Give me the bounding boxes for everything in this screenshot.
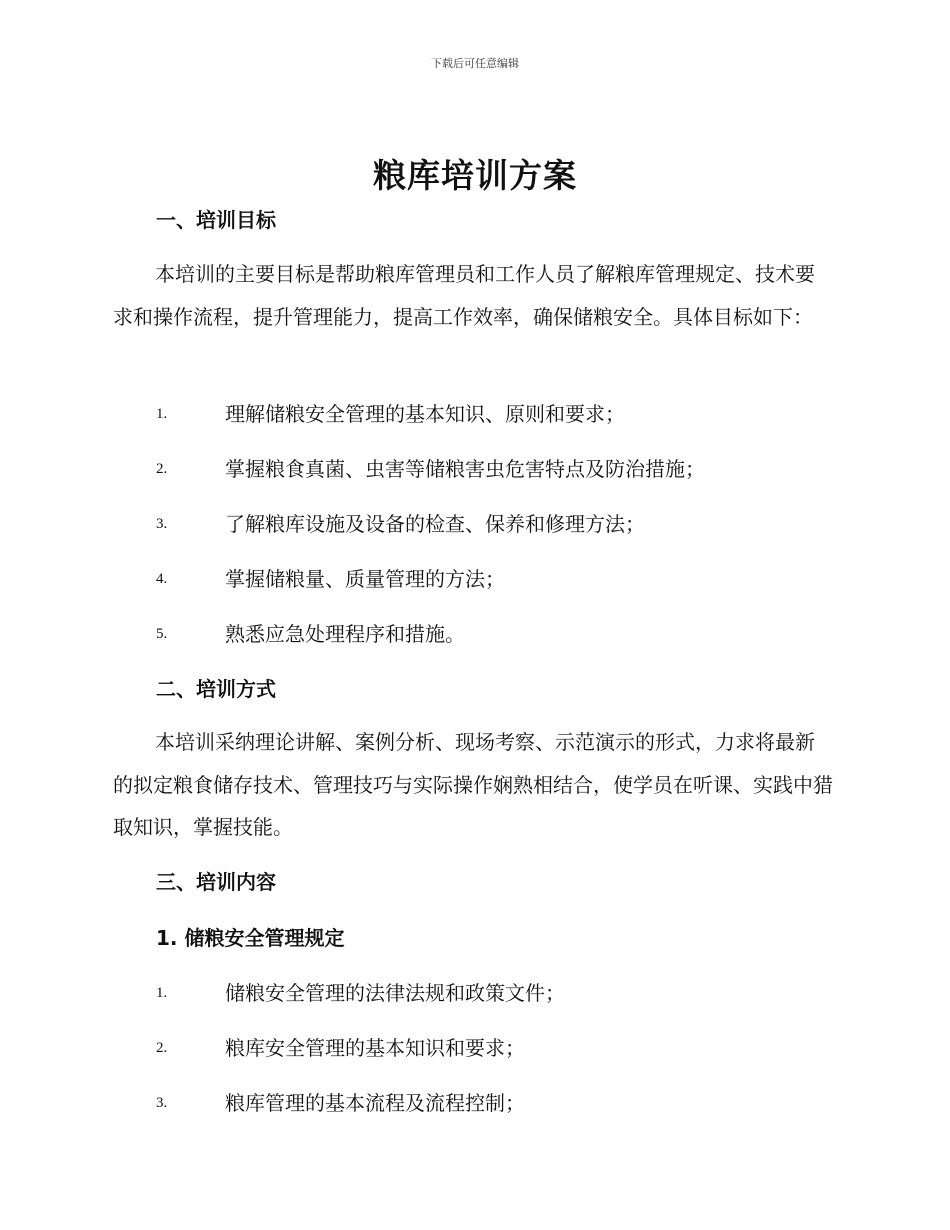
document-title: 粮库培训方案 [373, 156, 577, 195]
list-text: 掌握粮食真菌、虫害等储粮害虫危害特点及防治措施； [225, 457, 705, 481]
list-text: 储粮安全管理的法律法规和政策文件； [225, 981, 565, 1005]
list-number: 5. [156, 626, 168, 642]
list-number: 1. [156, 406, 168, 422]
list-number: 3. [156, 1095, 168, 1111]
list-number: 3. [156, 516, 168, 532]
header-note: 下载后可任意编辑 [431, 57, 519, 70]
list-text: 了解粮库设施及设备的检查、保养和修理方法； [225, 512, 645, 536]
list-item [0, 1033, 950, 1063]
list-number: 2. [156, 1040, 168, 1056]
list-item [0, 454, 950, 484]
list-text: 熟悉应急处理程序和措施。 [225, 622, 465, 646]
list-item [0, 564, 950, 594]
list-text: 粮库管理的基本流程及流程控制； [225, 1091, 525, 1115]
list-item [0, 978, 950, 1008]
subsection-heading: 1. 储粮安全管理规定 [156, 926, 345, 950]
list-text: 理解储粮安全管理的基本知识、原则和要求； [225, 402, 625, 426]
section-heading-content: 三、培训内容 [156, 870, 276, 894]
list-item [0, 509, 950, 539]
list-item [0, 1088, 950, 1118]
list-number: 2. [156, 461, 168, 477]
list-text: 粮库安全管理的基本知识和要求； [225, 1036, 525, 1060]
goals-paragraph: 本培训的主要目标是帮助粮库管理员和工作人员了解粮库管理规定、技术要求和操作流程，提升管理能力，提高工作效率，确保储粮安全。具体目标如下： [113, 262, 815, 329]
section-heading-methods: 二、培训方式 [156, 677, 276, 701]
list-item [0, 399, 950, 429]
methods-paragraph: 本培训采纳理论讲解、案例分析、现场考察、示范演示的形式，力求将最新的拟定粮食储存技术、管理技巧与实际操作娴熟相结合，使学员在听课、实践中猎取知识，掌握技能。 [113, 730, 833, 839]
section-heading-goals: 一、培训目标 [156, 208, 276, 232]
list-item [0, 619, 950, 649]
list-text: 掌握储粮量、质量管理的方法； [225, 567, 505, 591]
list-number: 1. [156, 985, 168, 1001]
list-number: 4. [156, 571, 168, 587]
